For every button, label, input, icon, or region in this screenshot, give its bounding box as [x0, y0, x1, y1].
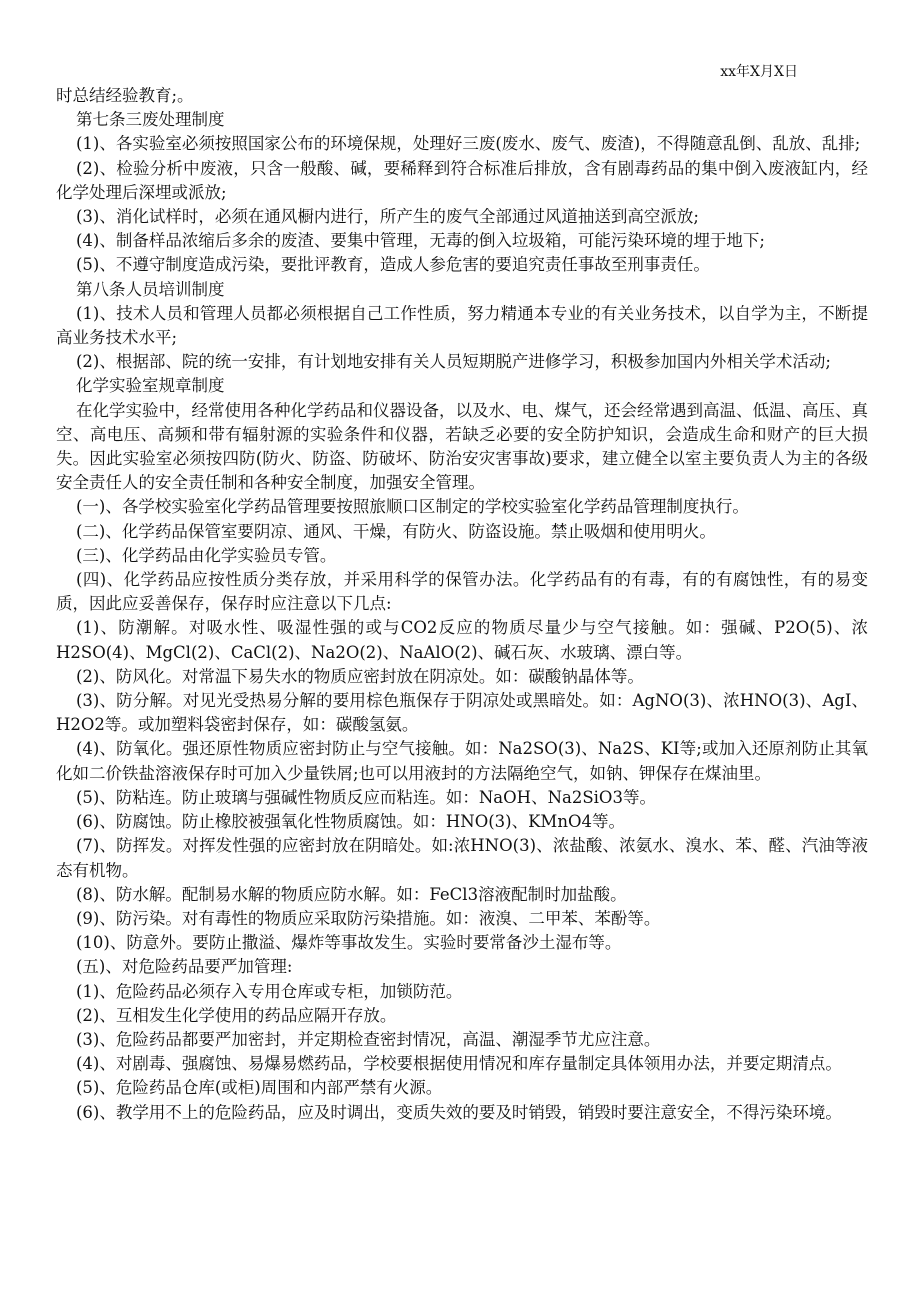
- paragraph: (6)、教学用不上的危险药品，应及时调出，变质失效的要及时销毁，销毁时要注意安全，不得污染环境。: [76, 1102, 842, 1122]
- paragraph: (3)、消化试样时，必须在通风橱内进行，所产生的废气全部通过风道抽送到高空派放;: [76, 207, 699, 227]
- paragraph: (6)、防腐蚀。防止橡胶被强氧化性物质腐蚀。如：HNO(3)、KMnO4等。: [76, 812, 625, 832]
- section-heading-lab-rules: 化学实验室规章制度: [76, 376, 225, 396]
- paragraph: (4)、对剧毒、强腐蚀、易爆易燃药品，学校要根据使用情况和库存量制定具体领用办法，并要定期清点。: [76, 1054, 842, 1074]
- paragraph: (1)、各实验室必须按照国家公布的环境保规，处理好三废(废水、废气、废渣)，不得随意乱倒、乱放、乱排;: [76, 134, 861, 154]
- paragraph: (5)、危险药品仓库(或柜)周围和内部严禁有火源。: [76, 1078, 443, 1098]
- paragraph: (2)、检验分析中废液，只含一般酸、碱，要稀释到符合标准后排放，含有剧毒药品的集中倒入废液缸内，经化学处理后深埋或派放;: [56, 158, 868, 202]
- section-heading-training: 第八条人员培训制度: [76, 279, 225, 299]
- paragraph: (一)、各学校实验室化学药品管理要按照旅顺口区制定的学校实验室化学药品管理制度执行。: [76, 497, 749, 517]
- paragraph: (二)、化学药品保管室要阴凉、通风、干燥，有防火、防盗设施。禁止吸烟和使用明火。: [76, 521, 716, 541]
- paragraph: (4)、制备样品浓缩后多余的废渣、要集中管理，无毒的倒入垃圾箱，可能污染环境的埋于地下;: [76, 231, 765, 251]
- paragraph: (4)、防氧化。强还原性物质应密封防止与空气接触。如：Na2SO(3)、Na2S、KI等;或加入还原剂防止其氧化如二价铁盐溶液保存时可加入少量铁屑;也可以用液封的方法隔绝空气，如钠、钾保存在煤油里。: [56, 739, 868, 783]
- paragraph: (1)、防潮解。对吸水性、吸湿性强的或与CO2反应的物质尽量少与空气接触。如：强碱、P2O(5)、浓H2SO(4)、MgCl(2)、CaCl(2)、Na2O(2)、NaAlO(2)、碱石灰、水玻璃、漂白等。: [56, 618, 868, 662]
- paragraph: (5)、不遵守制度造成污染，要批评教育，造成人参危害的要追究责任事故至刑事责任。: [76, 255, 710, 275]
- paragraph: (8)、防水解。配制易水解的物质应防水解。如：FeCl3溶液配制时加盐酸。: [76, 884, 627, 904]
- paragraph: (五)、对危险药品要严加管理:: [76, 957, 293, 977]
- paragraph: (7)、防挥发。对挥发性强的应密封放在阴暗处。如:浓HNO(3)、浓盐酸、浓氨水、溴水、苯、醛、汽油等液态有机物。: [56, 836, 868, 880]
- paragraph: (10)、防意外。要防止撒溢、爆炸等事故发生。实验时要常备沙土湿布等。: [76, 933, 622, 953]
- paragraph: (四)、化学药品应按性质分类存放，并采用科学的保管办法。化学药品有的有毒，有的有腐蚀性，有的易变质，因此应妥善保存，保存时应注意以下几点:: [56, 570, 868, 614]
- paragraph: (3)、危险药品都要严加密封，并定期检查密封情况，高温、潮湿季节尤应注意。: [76, 1029, 661, 1049]
- paragraph-continuation: 时总结经验教育;。: [56, 86, 194, 105]
- paragraph: (1)、危险药品必须存入专用仓库或专柜，加锁防范。: [76, 981, 463, 1001]
- paragraph: (三)、化学药品由化学实验员专管。: [76, 545, 337, 565]
- paragraph: (9)、防污染。对有毒性的物质应采取防污染措施。如：液溴、二甲苯、苯酚等。: [76, 908, 661, 928]
- paragraph: (3)、防分解。对见光受热易分解的要用棕色瓶保存于阴凉处或黑暗处。如：AgNO(3)、浓HNO(3)、AgI、H2O2等。或加塑料袋密封保存，如：碳酸氢氨。: [56, 691, 868, 735]
- paragraph: (1)、技术人员和管理人员都必须根据自己工作性质，努力精通本专业的有关业务技术，以自学为主，不断提高业务技术水平;: [56, 303, 868, 348]
- paragraph: (2)、互相发生化学使用的药品应隔开存放。: [76, 1005, 397, 1025]
- paragraph: (5)、防粘连。防止玻璃与强碱性物质反应而粘连。如：NaOH、Na2SiO3等。: [76, 787, 656, 807]
- paragraph: (2)、根据部、院的统一安排，有计划地安排有关人员短期脱产进修学习，积极参加国内外相关学术活动;: [76, 352, 831, 372]
- paragraph: 在化学实验中，经常使用各种化学药品和仪器设备，以及水、电、煤气，还会经常遇到高温、低温、高压、真空、高电压、高频和带有辐射源的实验条件和仪器，若缺乏必要的安全防护知识，会造成生命和财产的巨大损失。因此实验室必须按四防(防火、防盗、防破坏、防治安灾害事故)要求，建立健全以室主要负责人为主的各级安全责任人的安全责任制和各种安全制度，加强安全管理。: [56, 400, 868, 493]
- document-body: [56, 84, 868, 1125]
- header-date: xx年X月X日: [720, 64, 798, 80]
- section-heading-waste: 第七条三废处理制度: [76, 110, 225, 130]
- paragraph: (2)、防风化。对常温下易失水的物质应密封放在阴凉处。如：碳酸钠晶体等。: [76, 666, 644, 686]
